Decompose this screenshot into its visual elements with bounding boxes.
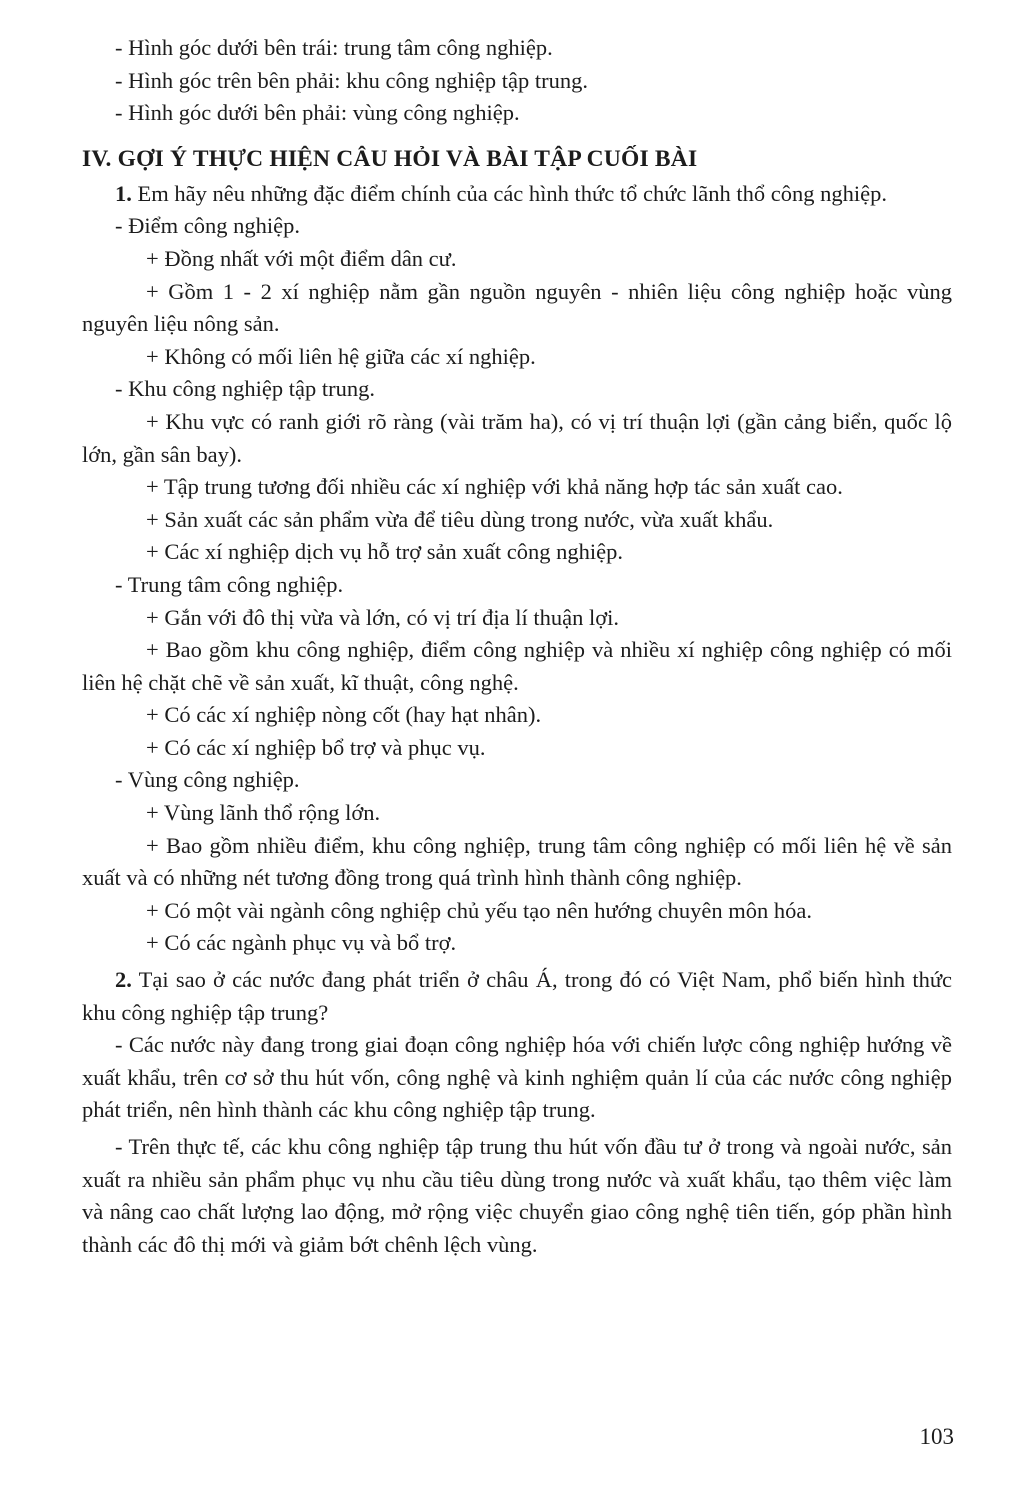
group-heading: - Điểm công nghiệp. (115, 213, 300, 239)
question-number: 2. (115, 967, 132, 993)
list-item: + Có các xí nghiệp nòng cốt (hay hạt nhân). (146, 702, 542, 728)
question-2 (82, 964, 952, 1029)
list-item: + Tập trung tương đối nhiều các xí nghiệp với khả năng hợp tác sản xuất cao. (146, 474, 843, 500)
answer-paragraph: - Các nước này đang trong giai đoạn công nghiệp hóa với chiến lược công nghiệp hướng về xuất khẩu, trên cơ sở thu hút vốn, công nghệ và kinh nghiệm quản lí của các nước công nghiệp phát triển, nên hình thành các khu công nghiệp tập trung. (82, 1032, 952, 1123)
list-item: + Có các ngành phục vụ và bổ trợ. (146, 930, 457, 956)
list-item: + Gồm 1 - 2 xí nghiệp nằm gần nguồn nguyên - nhiên liệu công nghiệp hoặc vùng nguyên liệu nông sản. (82, 278, 952, 337)
intro-line: - Hình góc dưới bên trái: trung tâm công nghiệp. (115, 35, 553, 60)
list-item: + Đồng nhất với một điểm dân cư. (146, 245, 457, 271)
list-item: + Gắn với đô thị vừa và lớn, có vị trí địa lí thuận lợi. (146, 604, 620, 630)
section-heading: IV. GỢI Ý THỰC HIỆN CÂU HỎI VÀ BÀI TẬP CUỐI BÀI (82, 145, 698, 172)
list-item: + Bao gồm nhiều điểm, khu công nghiệp, trung tâm công nghiệp có mối liên hệ về sản xuất và có những nét tương đồng trong quá trình hình thành công nghiệp. (82, 832, 952, 891)
intro-line: - Hình góc dưới bên phải: vùng công nghiệp. (115, 100, 520, 126)
list-item: + Có các xí nghiệp bổ trợ và phục vụ. (146, 734, 486, 760)
list-item: + Có một vài ngành công nghiệp chủ yếu tạo nên hướng chuyên môn hóa. (146, 897, 813, 923)
list-item: + Sản xuất các sản phẩm vừa để tiêu dùng trong nước, vừa xuất khẩu. (146, 506, 774, 532)
list-item: + Khu vực có ranh giới rõ ràng (vài trăm ha), có vị trí thuận lợi (gần cảng biển, quốc lộ lớn, gần sân bay). (82, 408, 952, 467)
list-item: + Bao gồm khu công nghiệp, điểm công nghiệp và nhiều xí nghiệp công nghiệp có mối liên hệ chặt chẽ về sản xuất, kĩ thuật, công nghệ. (82, 637, 952, 695)
list-item: + Các xí nghiệp dịch vụ hỗ trợ sản xuất công nghiệp. (146, 539, 623, 565)
question-number: 1. (115, 180, 132, 206)
page-number: 103 (919, 1424, 954, 1449)
group-heading: - Khu công nghiệp tập trung. (115, 376, 375, 402)
intro-line: - Hình góc trên bên phải: khu công nghiệp tập trung. (115, 67, 589, 93)
question-1 (82, 178, 952, 211)
page-content (82, 32, 952, 1261)
question-text: Em hãy nêu những đặc điểm chính của các hình thức tổ chức lãnh thổ công nghiệp. (137, 180, 887, 206)
question-text: Tại sao ở các nước đang phát triển ở châu Á, trong đó có Việt Nam, phổ biến hình thức khu công nghiệp tập trung? (82, 967, 953, 1025)
group-heading: - Vùng công nghiệp. (115, 767, 300, 793)
list-item: + Không có mối liên hệ giữa các xí nghiệp. (146, 343, 536, 369)
list-item: + Vùng lãnh thổ rộng lớn. (146, 800, 381, 826)
group-heading: - Trung tâm công nghiệp. (115, 571, 344, 597)
answer-paragraph: - Trên thực tế, các khu công nghiệp tập trung thu hút vốn đầu tư ở trong và ngoài nước, sản xuất ra nhiều sản phẩm phục vụ nhu cầu tiêu dùng trong nước và xuất khẩu, tạo thêm việc làm và nâng cao chất lượng lao động, mở rộng việc chuyển giao công nghệ tiên tiến, góp phần hình thành các đô thị mới và giảm bớt chênh lệch vùng. (82, 1134, 952, 1257)
